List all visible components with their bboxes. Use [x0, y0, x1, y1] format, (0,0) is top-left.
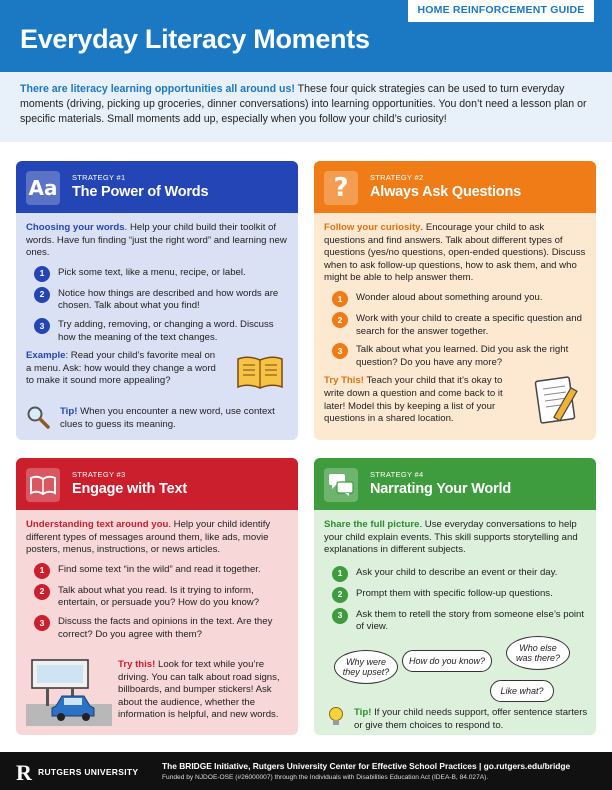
- tip-paragraph: [60, 406, 286, 431]
- question-mark-icon: ?: [324, 171, 358, 205]
- strategy-card-2: [314, 161, 596, 440]
- step-item: [324, 588, 586, 603]
- step-number: 2: [332, 312, 348, 328]
- strategy-lead: [324, 519, 586, 557]
- strategy-number: STRATEGY #3: [72, 470, 126, 479]
- tip-bold: Try This!: [324, 375, 364, 387]
- guide-tab: HOME REINFORCEMENT GUIDE: [408, 0, 594, 22]
- strategy-header-1: [16, 161, 298, 213]
- tip-text: Look for text while you’re driving. You can talk about road signs, billboards, and bumper stickers! Ask about the audience, whether the information is helpful, and new words.: [118, 659, 280, 721]
- tip-bold: Tip!: [60, 406, 78, 417]
- lead-bold: Understanding text around you: [26, 519, 169, 530]
- tip-bold: Tip!: [354, 707, 372, 718]
- footer-funding: Funded by NJDOE-OSE (#26000007) through the Individuals with Disabilities Education Act (IDEA-B, 84.027A).: [162, 774, 489, 781]
- speech-bubble: Like what?: [490, 680, 554, 702]
- step-text: Talk about what you learned. Did you ask the right question? Do you have any more?: [356, 344, 569, 368]
- strategy-lead: [26, 222, 288, 260]
- step-text: Find some text “in the wild” and read it together.: [58, 563, 261, 575]
- try-this-paragraph: [118, 659, 292, 722]
- strategy-number: STRATEGY #4: [370, 470, 424, 479]
- lead-text: . Use everyday conversations to help your child explain events. This skill supports storytelling and explanations in different subjects.: [324, 519, 578, 556]
- strategy-title: Always Ask Questions: [370, 184, 521, 200]
- footer: [0, 752, 612, 790]
- intro-text: These four quick strategies can be used to turn everyday moments (driving, picking up groceries, dinner conversations) into learning opportunities. You don’t need a lesson plan or specific materials. Small moments add up, especially when you follow your child’s curiosity!: [20, 83, 587, 125]
- tip-bold: Try this!: [118, 659, 156, 670]
- strategy-title: The Power of Words: [72, 184, 209, 200]
- strategy-header-2: [314, 161, 596, 213]
- strategy-header-4: [314, 458, 596, 510]
- lead-text: . Help your child identify different types of messages around them, like ads, movie posters, menus, instructions, or news articles.: [26, 519, 271, 556]
- step-number: 1: [34, 266, 50, 282]
- intro-lead: There are literacy learning opportunities all around us!: [20, 83, 295, 95]
- step-item: [26, 288, 288, 313]
- step-text: Talk about what you read. Is it trying to inform, entertain, or persuade you? How do you know?: [58, 584, 260, 609]
- step-number: 1: [332, 291, 348, 307]
- example-bold: Example: [26, 350, 66, 362]
- step-item: [26, 564, 288, 579]
- try-this-paragraph: [324, 375, 524, 425]
- speech-bubble: Why were they upset?: [334, 650, 398, 684]
- step-item: [324, 344, 586, 369]
- step-number: 1: [34, 563, 50, 579]
- step-text: Try adding, removing, or changing a word. Discuss how the meaning of the text changes.: [58, 318, 274, 343]
- step-list: [324, 567, 586, 634]
- step-text: Prompt them with specific follow-up questions.: [356, 587, 553, 599]
- lead-text: . Encourage your child to ask questions and find answers. Talk about different types of questions (yes/no questions, open-ended questions). Discuss when to ask follow-up questions, how to ask them, and who might be able to help answer them.: [324, 222, 586, 284]
- step-number: 1: [332, 566, 348, 582]
- step-text: Ask them to retell the story from someone else’s point of view.: [356, 608, 585, 633]
- step-number: 3: [332, 343, 348, 359]
- strategy-lead: [324, 222, 586, 285]
- strategy-body-3: [16, 510, 298, 735]
- billboard-car-icon: [26, 656, 112, 726]
- step-list: [26, 564, 288, 641]
- chat-bubbles-icon: [324, 468, 358, 502]
- strategy-card-4: [314, 458, 596, 735]
- step-item: [324, 292, 586, 307]
- strategy-card-1: [16, 161, 298, 440]
- rutgers-r-logo-icon: R: [16, 760, 32, 785]
- step-text: Work with your child to create a specific question and search for the answer together.: [356, 312, 582, 337]
- strategy-number: STRATEGY #1: [72, 173, 126, 182]
- example-paragraph: [26, 350, 222, 388]
- lead-bold: Choosing your words: [26, 222, 125, 233]
- strategy-number: STRATEGY #2: [370, 173, 424, 182]
- step-text: Wonder aloud about something around you.: [356, 291, 543, 303]
- step-number: 3: [34, 615, 50, 631]
- step-item: [324, 313, 586, 338]
- strategy-body-2: [314, 213, 596, 440]
- step-text: Ask your child to describe an event or their day.: [356, 566, 558, 578]
- step-item: [26, 319, 288, 344]
- speech-bubble: Who else was there?: [506, 636, 570, 670]
- strategy-body-1: [16, 213, 298, 440]
- strategy-header-3: [16, 458, 298, 510]
- step-item: [26, 267, 288, 282]
- strategy-title: Narrating Your World: [370, 481, 512, 497]
- strategy-body-4: [314, 510, 596, 735]
- lead-bold: Share the full picture: [324, 519, 420, 530]
- example-text: : Read your child’s favorite meal on a menu. Ask: how would they change a word to make it sound more appealing?: [26, 350, 216, 387]
- step-number: 3: [34, 318, 50, 334]
- lead-bold: Follow your curiosity: [324, 222, 421, 233]
- step-list: [324, 292, 586, 369]
- step-text: Notice how things are described and how words are chosen. Talk about what you find!: [58, 287, 279, 312]
- step-list: [26, 267, 288, 344]
- tip-paragraph: [354, 707, 588, 732]
- tip-text: When you encounter a new word, use context clues to guess its meaning.: [60, 406, 275, 430]
- strategy-card-3: [16, 458, 298, 735]
- step-item: [324, 567, 586, 582]
- footer-org: RUTGERS UNIVERSITY: [38, 767, 139, 777]
- intro-paragraph: [0, 72, 612, 142]
- step-text: Pick some text, like a menu, recipe, or label.: [58, 266, 246, 278]
- page-title: Everyday Literacy Moments: [20, 24, 370, 54]
- strategy-lead: [26, 519, 288, 557]
- tip-text: If your child needs support, offer sentence starters or give them choices to respond to.: [354, 707, 588, 731]
- strategy-title: Engage with Text: [72, 481, 187, 497]
- step-number: 2: [332, 587, 348, 603]
- step-item: [26, 616, 288, 641]
- font-aa-icon: Aa: [26, 171, 60, 205]
- lead-text: . Help your child build their toolkit of words. Have fun finding “just the right word” and learning new ones.: [26, 222, 287, 259]
- open-book-icon: [26, 468, 60, 502]
- tip-text: Teach your child that it’s okay to write down a question and come back to it later! Model this by keeping a list of your questions in a shared location.: [324, 375, 503, 425]
- step-text: Discuss the facts and opinions in the text. Are they correct? Do you agree with them?: [58, 615, 273, 640]
- header-banner: [0, 0, 612, 72]
- step-number: 2: [34, 584, 50, 600]
- magnifier-icon: [26, 405, 50, 429]
- notepad-pencil-icon: [532, 373, 582, 425]
- step-item: [324, 609, 586, 634]
- menu-book-icon: [234, 353, 286, 393]
- step-number: 2: [34, 287, 50, 303]
- speech-bubble: How do you know?: [402, 650, 492, 672]
- step-item: [26, 585, 288, 610]
- footer-credit: The BRIDGE Initiative, Rutgers University Center for Effective School Practices | go.rutgers.edu/bridge: [162, 761, 571, 771]
- lightbulb-icon: [328, 706, 344, 728]
- step-number: 3: [332, 608, 348, 624]
